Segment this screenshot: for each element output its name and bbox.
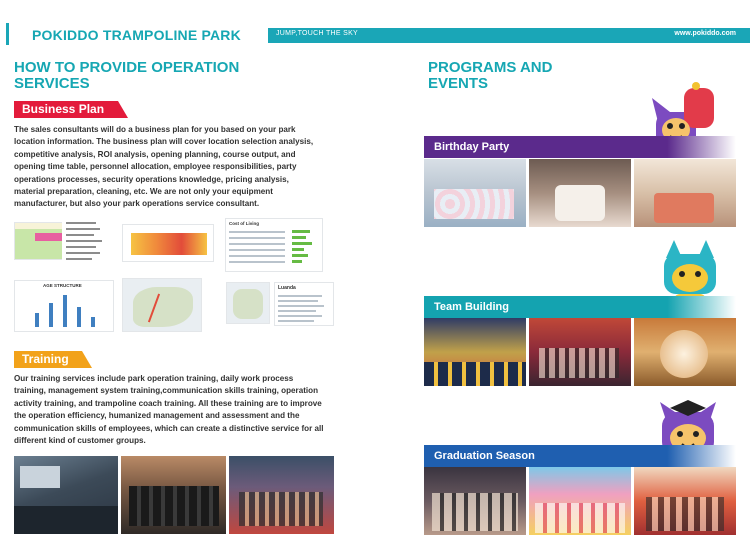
header-slogan: JUMP,TOUCH THE SKY — [276, 30, 359, 37]
birthday-photo-2 — [529, 159, 631, 227]
map-thumbnail-1 — [122, 278, 202, 332]
business-plan-label: Business Plan — [22, 102, 105, 116]
event-birthday-label: Birthday Party — [434, 141, 510, 153]
age-structure-thumbnail — [14, 280, 114, 332]
right-heading-line1: PROGRAMS AND — [428, 59, 553, 76]
business-plan-text: The sales consultants will do a business plan for you based on your park location information. The business plan will cover location selection analysis, competitive analysis, ROI analysis, opening planning, course output, and opening time table, personnel allocation, employee responsibilities, party operations processes, security operations knowledge, pricing analysis, material preparation, cleaning, etc. We are not only your equipment manufacturer, but also your park operations service consultant. — [14, 125, 314, 209]
event-graduation-banner — [424, 445, 736, 467]
event-graduation-label: Graduation Season — [434, 450, 535, 462]
training-photo-park — [229, 456, 334, 534]
training-label: Training — [22, 352, 69, 366]
left-heading-line2: SERVICES — [14, 75, 90, 92]
event-team-building-banner — [424, 296, 736, 318]
luanda-info-thumbnail — [274, 282, 334, 326]
graduation-photo-3 — [634, 467, 736, 535]
roi-table-thumbnail — [122, 224, 214, 262]
birthday-photo-1 — [424, 159, 526, 227]
graduation-photo-1 — [424, 467, 526, 535]
brand-title: POKIDDO TRAMPOLINE PARK — [32, 27, 241, 43]
training-text: Our training services include park operation training, daily work process training, management system training,communication skills training, operation activity training, and trampoline coach training. All these training are to improve the operation efficiency, humanized management and assessment and the communication skills of employees, which can create a distinctive service for all different kind of customer groups. — [14, 374, 324, 446]
training-tag — [14, 351, 82, 368]
header-accent — [6, 23, 9, 45]
left-heading-line1: HOW TO PROVIDE OPERATION — [14, 59, 240, 76]
header-url[interactable]: www.pokiddo.com — [674, 30, 736, 37]
training-photo-team — [121, 456, 226, 534]
right-heading-line2: EVENTS — [428, 75, 489, 92]
business-plan-tag — [14, 101, 118, 118]
event-team-building-label: Team Building — [434, 301, 509, 313]
cost-of-living-label: Cost of Living — [229, 221, 259, 226]
plan-list-thumbnail — [62, 218, 114, 262]
event-birthday-banner — [424, 136, 736, 158]
training-photo-classroom — [14, 456, 118, 534]
map-thumbnail-2 — [226, 282, 270, 324]
graduation-photo-2 — [529, 467, 631, 535]
team-building-photo-3 — [634, 318, 736, 386]
age-structure-label: AGE STRUCTURE — [43, 283, 82, 288]
training-tag-tip — [82, 351, 92, 368]
birthday-photo-3 — [634, 159, 736, 227]
cost-of-living-thumbnail — [225, 218, 323, 272]
business-plan-tag-tip — [118, 101, 128, 118]
luanda-label: Luanda — [278, 285, 296, 291]
team-building-photo-2 — [529, 318, 631, 386]
team-building-photo-1 — [424, 318, 526, 386]
